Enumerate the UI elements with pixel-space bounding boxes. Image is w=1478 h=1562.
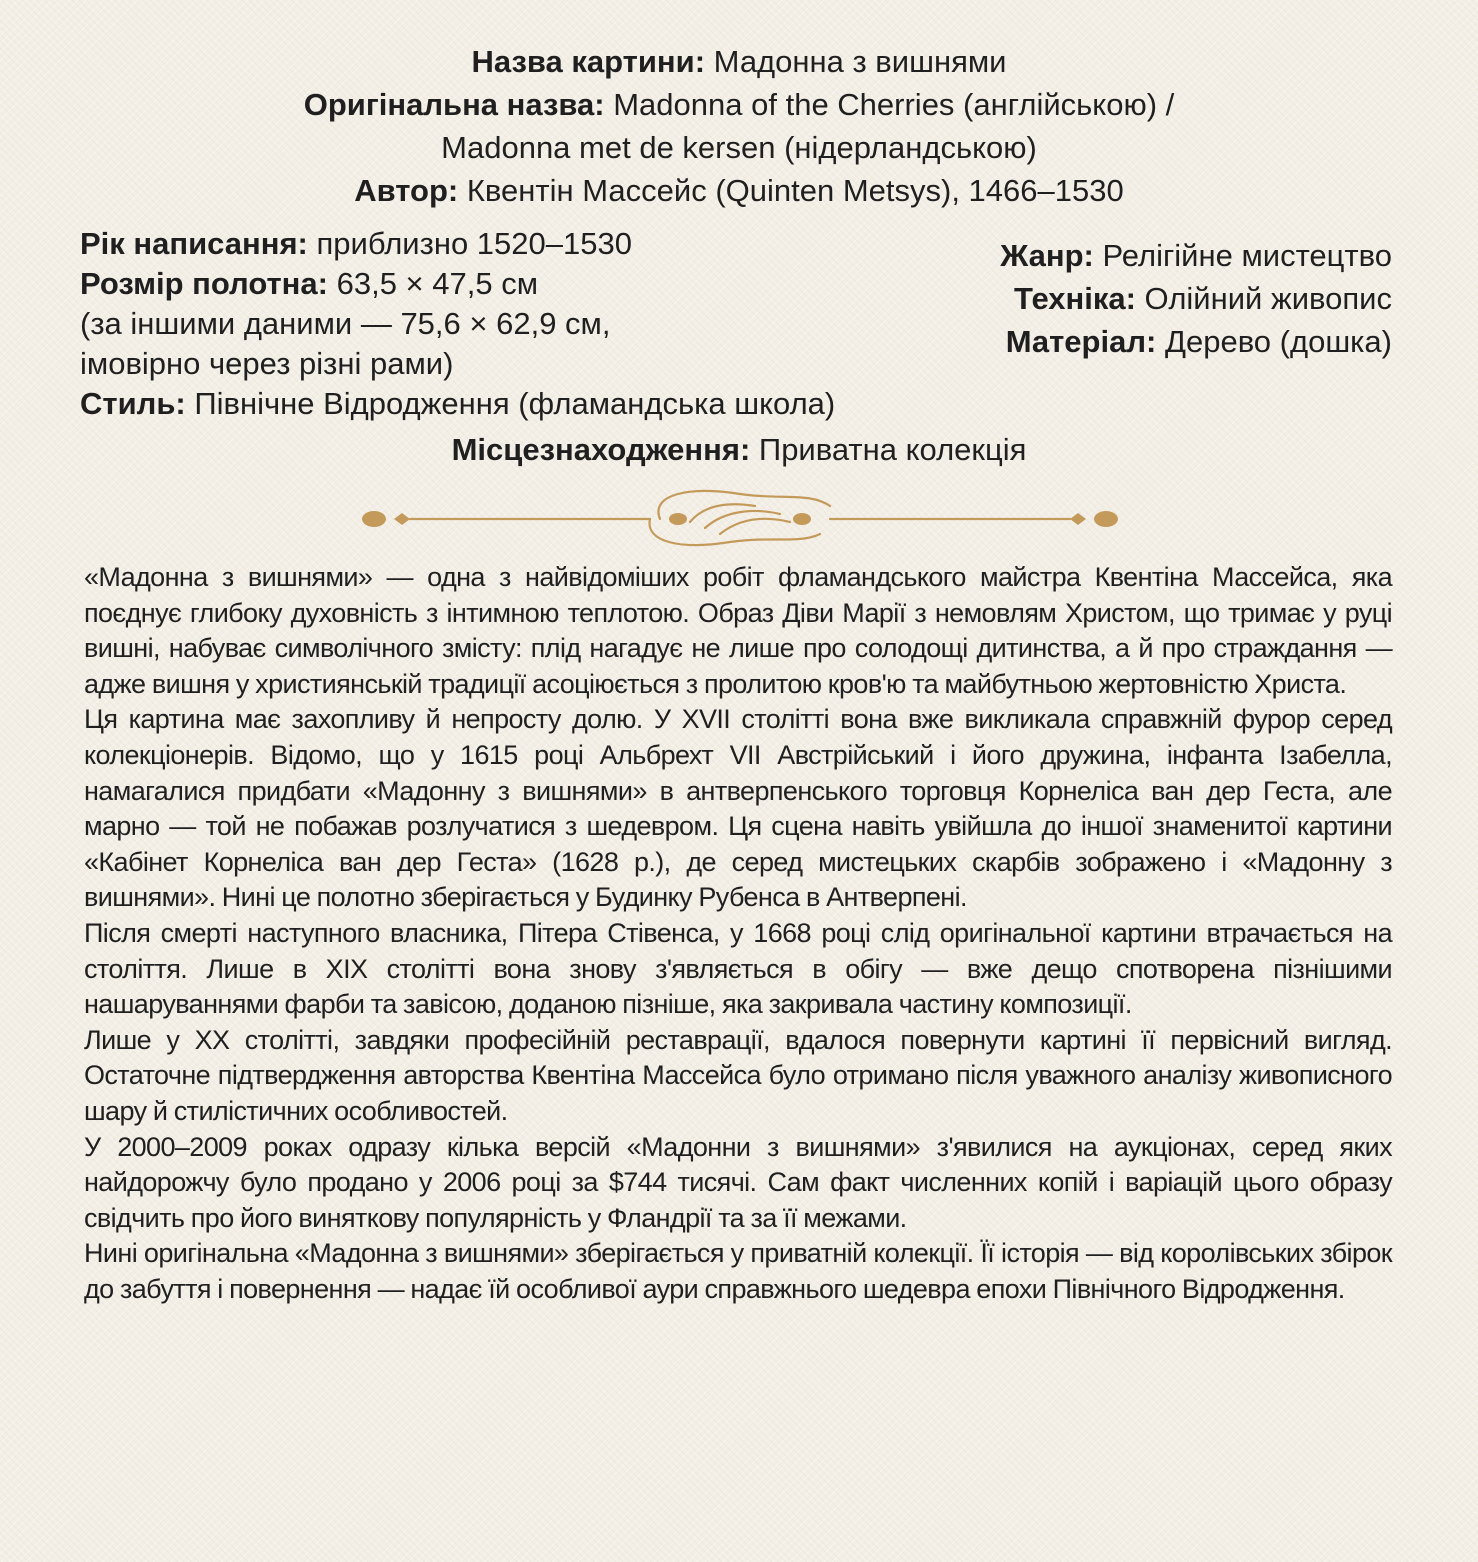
original-title-line [0, 83, 1478, 126]
material-value: Дерево (дошка) [1156, 324, 1392, 359]
author-label: Автор: [354, 173, 459, 208]
material-line [872, 320, 1392, 363]
original-title-label: Оригінальна назва: [303, 87, 605, 122]
author-line [0, 169, 1478, 212]
original-title-value-nl: Madonna met de kersen (нідерландською) [441, 130, 1037, 165]
location-line [0, 428, 1478, 471]
year-line [80, 224, 940, 264]
genre-value: Релігійне мистецтво [1093, 238, 1392, 273]
genre-label: Жанр: [1000, 238, 1094, 273]
location-label: Місцезнаходження: [451, 432, 751, 467]
article-paragraph-1: «Мадонна з вишнями» — одна з найвідоміших робіт фламандського майстра Квентіна Массейса, яка поєднує глибоку духовність з інтимною теплотою. Образ Діви Марії з немовлям Христом, що тримає у руці вишні, набуває символічного змісту: плід нагадує не лише про солодощі дитинства, а й про страждання — адже вишня у християнській традиції асоціюється з пролитою кров'ю та майбутньою жертовністю Христа. [84, 562, 1392, 699]
article-paragraph-3: Після смерті наступного власника, Пітера Стівенса, у 1668 році слід оригінальної картини втрачається на століття. Лише в XIX столітті вона знову з'являється в обігу — вже дещо спотворена пізнішими нашаруваннями фарби та завісою, доданою пізніше, яка закривала частину композиції. [84, 917, 1392, 1020]
article-paragraph-4: Лише у XX столітті, завдяки професійній реставрації, вдалося повернути картині її первісний вигляд. Остаточне підтвердження авторства Квентіна Массейса було отримано після уважного аналізу живописного шару й стилістичних особливостей. [84, 1024, 1392, 1126]
style-value: Північне Відродження (фламандська школа) [185, 386, 836, 421]
location-value: Приватна колекція [750, 432, 1027, 467]
size-note-2: імовірно через різні рами) [80, 346, 454, 381]
size-note-1: (за іншими даними — 75,6 × 62,9 см, [80, 306, 611, 341]
author-value: Квентін Массейс (Quinten Metsys), 1466–1530 [458, 173, 1124, 208]
technique-line [872, 277, 1392, 320]
material-label: Матеріал: [1005, 324, 1157, 359]
painting-title-value: Мадонна з вишнями [705, 44, 1007, 79]
painting-title-label: Назва картини: [471, 44, 706, 79]
article-paragraph-2: Ця картина має захопливу й непросту долю. У XVII столітті вона вже викликала справжній фурор серед колекціонерів. Відомо, що у 1615 році Альбрехт VII Австрійський і його дружина, інфанта Ізабелла, намагалися придбати «Мадонну з вишнями» в антверпенського торговця Корнеліса ван дер Геста, але марно — той не побажав розлучатися з шедевром. Ця сцена навіть увійшла до іншої знаменитої картини «Кабінет Корнеліса ван дер Геста» (1628 р.), де серед мистецьких скарбів зображено і «Мадонну з вишнями». Нині це полотно зберігається у Будинку Рубенса в Антверпені. [84, 704, 1392, 913]
year-label: Рік написання: [80, 226, 308, 261]
title-block [0, 40, 1478, 212]
year-value: приблизно 1520–1530 [307, 226, 632, 261]
article-paragraph-6: Нині оригінальна «Мадонна з вишнями» зберігається у приватній колекції. Її історія — від королівських збірок до забуття і повернення — надає їй особливої аури справжнього шедевра епохи Північного Відродження. [84, 1238, 1392, 1304]
technique-value: Олійний живопис [1135, 281, 1392, 316]
style-label: Стиль: [80, 386, 186, 421]
size-label: Розмір полотна: [80, 266, 328, 301]
painting-title-line [0, 40, 1478, 83]
details-left [80, 224, 940, 424]
article-body [84, 560, 1392, 1307]
style-line [80, 384, 940, 424]
article-paragraph-5: У 2000–2009 роках одразу кілька версій «Мадонни з вишнями» з'явилися на аукціонах, серед яких найдорожчу було продано у 2006 році за $744 тисячі. Сам факт численних копій і варіацій цього образу свідчить про його виняткову популярність у Фландрії та за її межами. [84, 1131, 1392, 1233]
size-line [80, 264, 940, 304]
size-value: 63,5 × 47,5 см [327, 266, 539, 301]
genre-line [872, 234, 1392, 277]
technique-label: Техніка: [1014, 281, 1136, 316]
details-right [872, 234, 1392, 363]
decorative-flourish-icon [360, 484, 1120, 554]
original-title-value-en: Madonna of the Cherries (англійською) / [604, 87, 1175, 122]
